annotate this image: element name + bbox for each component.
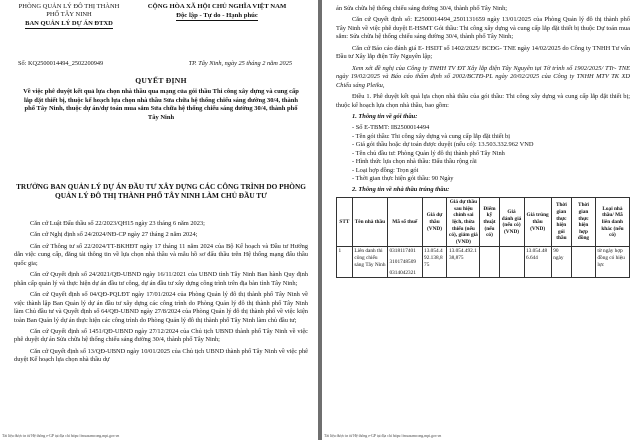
document-date: TP. Tây Ninh, ngày 25 tháng 2 năm 2025 — [188, 60, 292, 67]
col-header-tech-score: Điểm kỹ thuật (nếu có) — [480, 198, 499, 247]
col-header-contract-time: Thời gian thực hiện hợp đồng — [572, 198, 596, 247]
page-1-content — [14, 0, 308, 440]
legal-basis-item: Căn cứ Quyết định số 24/2021/QĐ-UBND ngày 16/11/2021 của UBND tỉnh Tây Ninh Ban hành Quy định phân cấp quản lý và thực hiện dự án đầu tư công, dự án đầu tư xây dựng công trình trên địa bàn tỉnh Tây Ninh; — [14, 271, 308, 287]
legal-bases — [14, 220, 308, 368]
col-header-stt: STT — [337, 198, 353, 247]
document-number: Số: KQ2500014494_2502200949 — [18, 60, 104, 67]
package-info-item: - Thời gian thực hiện gói thầu: 90 Ngày — [352, 175, 454, 183]
legal-basis-item: Căn cứ Thông tư số 22/2024/TT-BKHĐT ngày 17 tháng 11 năm 2024 của Bộ Kế hoạch và Đầu tư Hướng dẫn việc cung cấp, đăng tải thông tin về lựa chọn nhà thầu và mẫu hồ sơ đấu thầu trên Hệ thống mạng đấu thầu quốc gia; — [14, 242, 308, 267]
article-1: Điều 1. Phê duyệt kết quả lựa chọn nhà thầu của gói thầu: Thi công xây dựng và cung cấp lắp đặt thiết bị; thuộc kế hoạch lựa chọn nhà thầu, bao gồm: — [336, 93, 630, 109]
cell-award-price: 13.054.486.644 — [524, 247, 551, 278]
cell-bid-price: 13.054.492.138,875 — [422, 247, 447, 278]
package-info-item: - Tên gói thầu: Thi công xây dựng và cung cấp lắp đặt thiết bị — [352, 132, 510, 140]
col-header-award-price: Giá trúng thầu (VND) — [524, 198, 551, 247]
proposal-consideration: Xem xét đề nghị của Công ty TNHH TV ĐT Xây lắp điện Tây Nguyên tại Tờ trình số 1902/2025/ TTr- TNE ngày 19/02/2025 và Báo cáo thẩm định số 2002/BCTĐ-PL ngày 20/02/2025 của Công ty TNHH MTV TK XD Chiếu sáng Pleiku, — [336, 64, 630, 89]
package-info-item: - Hình thức lựa chọn nhà thầu: Đấu thầu rộng rãi — [352, 158, 477, 166]
agency-block — [14, 3, 124, 29]
cell-package-time: 90 ngày — [551, 247, 571, 278]
page-2-body — [336, 5, 630, 278]
page-footer: Tài liệu được in từ Hệ thống e-GP tại địa chỉ https://muasamcong.mpi.gov.vn — [324, 434, 442, 438]
issuing-authority: TRƯỞNG BAN QUẢN LÝ DỰ ÁN ĐẦU TƯ XÂY DỰNG CÁC CÔNG TRÌNH DO PHÒNG QUẢN LÝ ĐÔ THỊ THÀNH PHỐ TÂY NINH LÀM CHỦ ĐẦU TƯ — [16, 182, 306, 201]
legal-basis-item: Căn cứ Quyết định số: E2500014494_2501131659 ngày 13/01/2025 của Phòng Quản lý đô thị thành phố Tây Ninh về việc phê duyệt E-HSMT Gói thầu: Thi công xây dựng và cung cấp lắp đặt thiết bị thuộc Dự toán mua sắm: Sửa chữa hệ thống chiếu sáng đường 30/4, thành phố Tây Ninh; — [336, 16, 630, 41]
decision-title: QUYẾT ĐỊNH — [135, 76, 187, 85]
col-header-adjusted-price: Giá dự thầu sau hiệu chỉnh sai lệch, thừa thiếu (nếu có), giảm giá (VND) — [447, 198, 480, 247]
col-header-eval-price: Giá đánh giá (nếu có) (VND) — [499, 198, 524, 247]
cell-adjusted-price: 13.054.492.138,875 — [447, 247, 480, 278]
page-footer: Tài liệu được in từ Hệ thống e-GP tại địa chỉ https://muasamcong.mpi.gov.vn — [2, 434, 120, 438]
decision-heading — [14, 76, 308, 122]
table-row — [337, 247, 630, 278]
page-2-content — [336, 0, 630, 440]
legal-basis-item: Căn cứ Quyết định số 04/QĐ-PQLĐT ngày 17/01/2024 của Phòng Quản lý đô thị thành phố Tây Ninh về việc thành lập Ban Quản lý dự án đầu tư xây dựng các công trình do Phòng Quản lý đô thị thành phố Tây Ninh làm Chủ đầu tư và Quyết định số 64/QĐ-UBND ngày 27/8/2024 của Phòng Quản lý đô thị thành phố về việc kiện toàn Ban Quản lý dự án thực hiện các công trình do Phòng Quản lý đô thị thành phố Tây Ninh làm chủ đầu tư; — [14, 291, 308, 324]
legal-basis-item: Căn cứ Báo cáo đánh giá E- HSDT số 1402/2025/ BCĐG- TNE ngày 14/02/2025 do Công ty TNHH Tư vấn Đầu tư Xây lắp điện Tây Nguyên lập; — [336, 44, 630, 61]
legal-basis-item: Căn cứ Nghị định số 24/2024/NĐ-CP ngày 27 tháng 2 năm 2024; — [30, 231, 198, 239]
cell-tax-codes — [388, 247, 423, 278]
winning-bidder-table — [336, 197, 630, 278]
cell-contractor-type: từ ngày hợp đồng có hiệu lực — [595, 247, 629, 278]
document-header — [14, 3, 308, 51]
cell-contractor-name: Liên danh thi công chiếu sáng Tây Ninh — [352, 247, 387, 278]
table-header-row — [337, 198, 630, 247]
decision-subject: Về việc phê duyệt kết quả lựa chọn nhà thầu qua mạng của gói thầu Thi công xây dựng và cung cấp lắp đặt thiết bị, thuộc kế hoạch lựa chọn nhà thầu Sửa chữa hệ thống chiếu sáng đường 30/4, thành phố Tây Ninh, thuộc dự án/dự toán mua sắm Sửa chữa hệ thống chiếu sáng đường 30/4, thành phố Tây Ninh — [23, 88, 299, 121]
agency-parent: PHÒNG QUẢN LÝ ĐÔ THỊ THÀNH PHỐ TÂY NINH — [18, 3, 120, 19]
national-motto: Độc lập - Tự do - Hạnh phúc — [176, 12, 258, 22]
section-1-title: 1. Thông tin về gói thầu: — [352, 112, 418, 120]
agency-name: BAN QUẢN LÝ DỰ ÁN ĐTXD — [25, 20, 113, 29]
document-page-1 — [0, 0, 318, 440]
package-info-item: - Giá gói thầu hoặc dự toán được duyệt (nếu có): 13.503.332.962 VND — [352, 141, 534, 149]
cell-tech-score — [480, 247, 499, 278]
section-2-title: 2. Thông tin về nhà thầu trúng thầu: — [352, 185, 450, 193]
package-info-item: - Tên chủ đầu tư: Phòng Quản lý đô thị thành phố Tây Ninh — [352, 149, 505, 157]
tax-code: 3101748509 — [389, 258, 416, 265]
tax-code: 0314042321 — [389, 269, 416, 276]
cell-contract-time — [572, 247, 596, 278]
document-page-2 — [322, 0, 640, 440]
col-header-tax-code: Mã số thuế — [388, 198, 423, 247]
cell-eval-price — [499, 247, 524, 278]
col-header-bid-price: Giá dự thầu (VND) — [422, 198, 447, 247]
legal-basis-item: Căn cứ Luật Đấu thầu số 22/2023/QH15 ngày 23 tháng 6 năm 2023; — [30, 220, 205, 227]
republic-name: CỘNG HÒA XÃ HỘI CHỦ NGHĨA VIỆT NAM — [147, 3, 287, 10]
legal-basis-item: Căn cứ Quyết định số 13/QĐ-UBND ngày 10/01/2025 của Chủ tịch UBND thành phố Tây Ninh về việc phê duyệt Kế hoạch lựa chọn nhà thầu dự — [14, 347, 308, 364]
package-info-item: - Loại hợp đồng: Trọn gói — [352, 166, 419, 174]
cell-stt: 1 — [337, 247, 353, 278]
national-heading — [126, 3, 308, 21]
package-info — [336, 124, 630, 183]
col-header-contractor-name: Tên nhà thầu — [352, 198, 387, 247]
tax-code: 0318117401 — [389, 248, 416, 255]
col-header-contractor-type: Loại nhà thầu/ Mã liên danh khác (nếu có) — [595, 198, 629, 247]
legal-basis-item: Căn cứ Quyết định số 1451/QĐ-UBND ngày 27/12/2024 của Chủ tịch UBND thành phố Tây Ninh về việc phê duyệt dự án Sửa chữa hệ thống chiếu sáng đường 30/4, thành phố Tây Ninh; — [14, 327, 308, 344]
package-info-item: - Số E-TBMT: IB2500014494 — [352, 124, 430, 132]
legal-basis-continuation: án Sửa chữa hệ thống chiếu sáng đường 30/4, thành phố Tây Ninh; — [336, 5, 508, 12]
col-header-package-time: Thời gian thực hiện gói thầu — [551, 198, 571, 247]
